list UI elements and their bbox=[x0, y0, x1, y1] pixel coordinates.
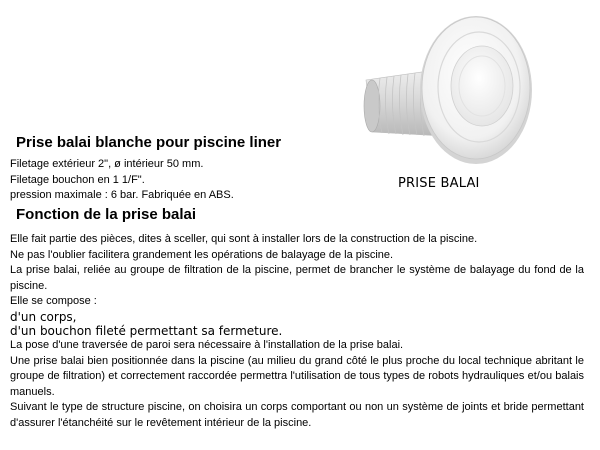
spec-line: pression maximale : 6 bar. Fabriquée en ABS. bbox=[10, 189, 234, 201]
structure-paragraph: Suivant le type de structure piscine, on choisira un corps comportant ou non un système de joints et bride permettant d'assurer l'étanchéité sur le revêtement intérieur de la piscine. bbox=[10, 401, 584, 429]
composition-item: d'un bouchon fileté permettant sa fermeture. bbox=[10, 323, 283, 338]
reminder-paragraph: Ne pas l'oublier facilitera grandement les opérations de balayage de la piscine. bbox=[10, 248, 394, 261]
installation-paragraph: La pose d'une traversée de paroi sera nécessaire à l'installation de la prise balai. bbox=[10, 338, 404, 351]
composition-item: d'un corps, bbox=[10, 309, 77, 324]
function-title: Fonction de la prise balai bbox=[16, 206, 197, 223]
spec-line: Filetage extérieur 2", ø intérieur 50 mm. bbox=[10, 158, 204, 170]
product-image bbox=[358, 8, 538, 170]
description-paragraph: La prise balai, reliée au groupe de filtration de la piscine, permet de brancher le système de balayage du fond de la piscine. bbox=[10, 264, 584, 292]
product-title: Prise balai blanche pour piscine liner bbox=[16, 134, 282, 151]
specs-block bbox=[10, 157, 234, 204]
positioning-paragraph: Une prise balai bien positionnée dans la piscine (au milieu du grand côté le plus proche du local technique abritant le groupe de filtration) et correctement raccordée permettra l'utilisation de tous types de robots hydrauliques et/ou balais manuels. bbox=[10, 354, 584, 398]
prise-balai-fitting-icon bbox=[358, 8, 538, 170]
function-body bbox=[10, 232, 584, 432]
intro-paragraph: Elle fait partie des pièces, dites à sceller, qui sont à installer lors de la construction de la piscine. bbox=[10, 233, 478, 245]
composition-label: Elle se compose : bbox=[10, 295, 97, 308]
spec-line: Filetage bouchon en 1 1/F". bbox=[10, 173, 145, 186]
image-caption: PRISE BALAI bbox=[398, 176, 480, 191]
